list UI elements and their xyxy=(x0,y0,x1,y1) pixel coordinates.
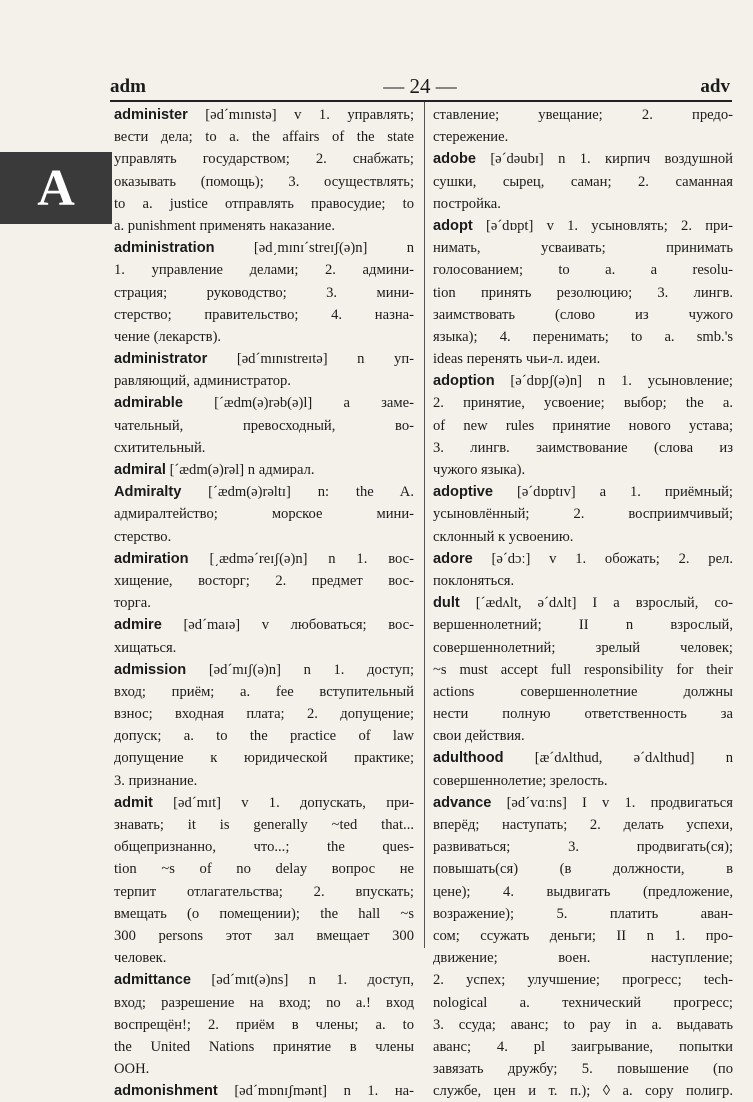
entry-text: нимать, усваивать; принимать xyxy=(433,240,733,257)
entry-text: постройка. xyxy=(433,195,501,212)
entry-line xyxy=(433,858,733,880)
entry-line xyxy=(433,903,733,925)
entry-text: развиваться; 3. продвигать(ся); xyxy=(433,839,733,856)
entry-line xyxy=(114,659,414,681)
entry-line xyxy=(114,1036,414,1058)
entry-line xyxy=(114,614,414,636)
headword: admiral xyxy=(114,462,166,478)
entry-text: человек. xyxy=(114,950,167,967)
entry-text: сом; ссужать деньги; II n 1. про- xyxy=(433,927,733,944)
entry-line xyxy=(433,481,733,503)
entry-text: чужого языка). xyxy=(433,462,526,478)
entry-line xyxy=(114,148,414,170)
entry-text: взнос; входная плата; 2. допущение; xyxy=(114,706,414,723)
entry-text: заимствовать (слово из чужого xyxy=(433,306,733,323)
entry-line xyxy=(433,681,733,703)
entry-text: терпит отлагательства; 2. впускать; xyxy=(114,883,414,900)
entry-line xyxy=(114,925,414,947)
entry-line xyxy=(433,348,733,370)
entry-line xyxy=(114,171,414,193)
entry-line xyxy=(114,1058,414,1080)
entry-line xyxy=(114,437,414,459)
entry-line xyxy=(114,459,414,481)
entry-line xyxy=(433,992,733,1014)
entry-text: чательный, превосходный, во- xyxy=(114,417,414,434)
entry-text: [´ædʌlt, ə´dʌlt] I a взрослый, со- xyxy=(459,595,733,612)
entry-text: of new rules принятие нового устава; xyxy=(433,417,733,434)
headword: admonishment xyxy=(114,1083,218,1100)
entry-text: хищение, восторг; 2. предмет вос- xyxy=(114,572,414,589)
entry-text: вход; разрешение на вход; no a.! вход xyxy=(114,994,414,1011)
entry-line xyxy=(433,526,733,548)
entry-text: торга. xyxy=(114,595,151,612)
entry-line xyxy=(433,126,733,148)
entry-text: вход; приём; a. fee вступительный xyxy=(114,683,414,700)
entry-line xyxy=(114,681,414,703)
entry-text: [͵ædmə´reɪʃ(ə)n] n 1. вос- xyxy=(188,550,414,567)
entry-line xyxy=(433,148,733,170)
running-header xyxy=(110,70,730,102)
entry-line xyxy=(433,503,733,525)
headword: admiration xyxy=(114,550,189,567)
entry-line xyxy=(114,703,414,725)
entry-text: допущение к юридической практике; xyxy=(114,750,414,767)
entry-text: стережение. xyxy=(433,129,509,146)
entry-text: [ə´dɒpt] v 1. усыновлять; 2. при- xyxy=(472,217,733,234)
headword: adore xyxy=(433,550,473,567)
entry-line xyxy=(433,215,733,237)
headword: admire xyxy=(114,617,162,634)
entry-line xyxy=(433,814,733,836)
entry-text: [æ´dʌlthud, ə´dʌlthud] n xyxy=(503,750,733,767)
entry-line xyxy=(433,836,733,858)
entry-line xyxy=(433,770,733,792)
entry-text: [əd´mɪt(ə)ns] n 1. доступ, xyxy=(191,972,414,989)
last-guide-word: adv xyxy=(700,76,730,97)
column-divider xyxy=(424,102,425,948)
entry-text: нести полную ответственность за xyxy=(433,706,733,723)
header-rule xyxy=(110,100,732,102)
entry-line xyxy=(433,592,733,614)
entry-line xyxy=(433,326,733,348)
entry-text: tion принять резолюцию; 3. лингв. xyxy=(433,284,733,301)
entry-text: the United Nations принятие в члены xyxy=(114,1038,414,1055)
entry-text: сушки, сырец, саман; 2. саманная xyxy=(433,173,733,190)
entry-line xyxy=(114,836,414,858)
entry-line xyxy=(433,570,733,592)
first-guide-word: adm xyxy=(110,76,146,97)
entry-text: вершеннолетний; II n взрослый, xyxy=(433,617,733,634)
headword: Admiralty xyxy=(114,484,182,501)
headword: adopt xyxy=(433,217,473,234)
entry-text: схитительный. xyxy=(114,439,206,456)
entry-line xyxy=(433,881,733,903)
entry-text: стерство. xyxy=(114,528,172,545)
entry-text: службе, цен и т. п.); ◊ a. copy полигр. xyxy=(433,1083,733,1100)
entry-line xyxy=(114,415,414,437)
entry-text: аванс; 4. pl заигрывание, попытки xyxy=(433,1038,733,1055)
entry-line xyxy=(433,282,733,304)
entry-line xyxy=(433,548,733,570)
entry-text: хищаться. xyxy=(114,639,177,656)
entry-line xyxy=(114,237,414,259)
entry-text: воспрещён!; 2. приём в члены; a. to xyxy=(114,1016,414,1033)
entry-line xyxy=(433,792,733,814)
entry-text: [´ædm(ə)rəltɪ] n: the A. xyxy=(181,484,414,501)
entry-line xyxy=(433,659,733,681)
entry-line xyxy=(433,370,733,392)
entry-line xyxy=(433,637,733,659)
entry-line xyxy=(114,992,414,1014)
entry-text: поклоняться. xyxy=(433,572,515,589)
entry-text: языка); 4. перенимать; to a. smb.'s xyxy=(433,328,733,345)
entry-text: [əd´mɪʃ(ə)n] n 1. доступ; xyxy=(186,661,414,678)
entry-text: 2. успех; улучшение; прогресс; tech- xyxy=(433,972,733,989)
dictionary-column-left xyxy=(114,104,414,1102)
dictionary-column-right xyxy=(433,104,733,1102)
entry-text: 3. лингв. заимствование (слова из xyxy=(433,439,733,456)
entry-line xyxy=(114,947,414,969)
entry-text: вести дела; to a. the affairs of the state xyxy=(114,129,414,146)
entry-line xyxy=(114,637,414,659)
entry-line xyxy=(114,881,414,903)
entry-text: вмещать (о помещении); the hall ~s xyxy=(114,905,414,922)
entry-text: 3. ссуда; аванс; to pay in a. выдавать xyxy=(433,1016,733,1033)
entry-text: страция; руководство; 3. мини- xyxy=(114,284,414,301)
entry-line xyxy=(114,215,414,237)
entry-text: ideas перенять чьи-л. идеи. xyxy=(433,351,601,368)
entry-line xyxy=(114,792,414,814)
entry-line xyxy=(114,348,414,370)
entry-line xyxy=(433,459,733,481)
entry-text: ставление; увещание; 2. предо- xyxy=(433,107,733,123)
entry-line xyxy=(114,282,414,304)
entry-text: [əd´mɪt] v 1. допускать, при- xyxy=(152,794,414,811)
entry-text: actions совершеннолетние должны xyxy=(433,683,733,700)
headword: adobe xyxy=(433,151,476,168)
entry-line xyxy=(114,503,414,525)
entry-line xyxy=(114,326,414,348)
entry-line xyxy=(433,1058,733,1080)
entry-line xyxy=(433,237,733,259)
entry-text: tion ~s of no delay вопрос не xyxy=(114,861,414,878)
entry-text: 3. признание. xyxy=(114,772,198,789)
entry-line xyxy=(114,770,414,792)
entry-line xyxy=(114,370,414,392)
entry-text: [ə´dɒpʃ(ə)n] n 1. усыновление; xyxy=(494,373,733,390)
entry-text: 1. управление делами; 2. админи- xyxy=(114,262,414,279)
entry-line xyxy=(433,969,733,991)
entry-text: знавать; it is generally ~ted that... xyxy=(114,817,414,833)
headword: administrator xyxy=(114,351,208,368)
entry-text: 300 persons этот зал вмещает 300 xyxy=(114,927,414,944)
entry-line xyxy=(114,1014,414,1036)
entry-line xyxy=(433,193,733,215)
entry-line xyxy=(114,526,414,548)
entry-text: [əd´mɪnɪstə] v 1. управлять; xyxy=(187,107,414,123)
entry-line xyxy=(114,747,414,769)
entry-text: [ə´dəubɪ] n 1. кирпич воздушной xyxy=(475,151,733,168)
entry-text: [əd͵mɪnɪ´streɪʃ(ə)n] n xyxy=(214,240,414,257)
headword: adoption xyxy=(433,373,495,390)
entry-text: 2. принятие, усвоение; выбор; the a. xyxy=(433,395,733,412)
entry-text: совершеннолетие; зрелость. xyxy=(433,772,608,789)
entry-text: повышать(ся) (в должности, в xyxy=(433,861,733,878)
entry-line xyxy=(114,570,414,592)
entry-text: свои действия. xyxy=(433,728,525,745)
entry-line xyxy=(114,969,414,991)
entry-line xyxy=(433,304,733,326)
entry-line xyxy=(114,392,414,414)
entry-text: допуск; a. to the practice of law xyxy=(114,728,414,745)
entry-text: [əd´mɪnɪstreɪtə] n уп- xyxy=(207,351,414,368)
entry-line xyxy=(114,592,414,614)
entry-line xyxy=(433,415,733,437)
entry-line xyxy=(114,814,414,836)
entry-text: склонный к усвоению. xyxy=(433,528,574,545)
entry-text: [ə´dɒptɪv] a 1. приёмный; xyxy=(493,484,733,501)
entry-line xyxy=(433,171,733,193)
entry-text: цене); 4. выдвигать (предложение, xyxy=(433,883,733,900)
entry-text: nological a. технический прогресс; xyxy=(433,994,733,1011)
entry-line xyxy=(433,703,733,725)
entry-line xyxy=(433,1036,733,1058)
entry-line xyxy=(433,725,733,747)
entry-text: адмиралтейство; морское мини- xyxy=(114,506,414,523)
entry-text: [əd´maɪə] v любоваться; вос- xyxy=(161,617,414,634)
entry-line xyxy=(114,903,414,925)
entry-line xyxy=(114,259,414,281)
entry-text: совершеннолетний; зрелый человек; xyxy=(433,639,733,656)
entry-text: движение; воен. наступление; xyxy=(433,950,733,967)
entry-text: общепризнанно, что...; the ques- xyxy=(114,839,414,856)
entry-text: равляющий, администратор. xyxy=(114,373,291,390)
entry-text: усыновлённый; 2. восприимчивый; xyxy=(433,506,733,523)
letter-thumb-tab xyxy=(0,152,112,224)
entry-text: голосованием; to a. a resolu- xyxy=(433,262,733,279)
entry-text: [əd´vɑːns] I v 1. продвигаться xyxy=(491,794,733,811)
headword: admission xyxy=(114,661,187,678)
entry-text: чение (лекарств). xyxy=(114,328,222,345)
entry-line xyxy=(433,1080,733,1102)
entry-line xyxy=(433,925,733,947)
entry-line xyxy=(114,548,414,570)
entry-text: ООН. xyxy=(114,1061,150,1078)
page-number: — 24 — xyxy=(383,74,457,98)
entry-line xyxy=(433,437,733,459)
entry-line xyxy=(114,858,414,880)
entry-line xyxy=(433,259,733,281)
entry-text: a. punishment применять наказание. xyxy=(114,217,335,234)
entry-text: [ə´dɔː] v 1. обожать; 2. рел. xyxy=(472,550,733,567)
headword: admirable xyxy=(114,395,183,412)
entry-text: [´ædm(ə)rəb(ə)l] a заме- xyxy=(182,395,414,412)
headword: administer xyxy=(114,107,188,123)
entry-line xyxy=(433,392,733,414)
entry-text: управлять государством; 2. снабжать; xyxy=(114,151,414,168)
entry-text: ~s must accept full responsibility for their xyxy=(433,661,733,678)
entry-line xyxy=(433,614,733,636)
entry-line xyxy=(114,126,414,148)
entry-line xyxy=(433,1014,733,1036)
entry-text: [´ædm(ə)rəl] n адмирал. xyxy=(165,462,315,478)
headword: admittance xyxy=(114,972,192,989)
entry-text: завязать дружбу; 5. повышение (по xyxy=(433,1061,733,1078)
headword: advance xyxy=(433,794,492,811)
entry-line xyxy=(114,104,414,126)
entry-line xyxy=(114,725,414,747)
headword: admit xyxy=(114,794,153,811)
entry-text: возражение); 5. платить аван- xyxy=(433,905,733,922)
entry-text: to a. justice отправлять правосудие; to xyxy=(114,195,414,212)
entry-line xyxy=(114,481,414,503)
letter-tab-label: A xyxy=(37,159,75,217)
entry-line xyxy=(114,193,414,215)
headword: administration xyxy=(114,240,215,257)
entry-line xyxy=(433,104,733,126)
entry-line xyxy=(433,747,733,769)
entry-text: оказывать (помощь); 3. осуществлять; xyxy=(114,173,414,190)
headword: adulthood xyxy=(433,750,504,767)
entry-text: стерство; правительство; 4. назна- xyxy=(114,306,414,323)
entry-line xyxy=(114,1080,414,1102)
entry-text: [əd´mɒnɪʃmənt] n 1. на- xyxy=(217,1083,414,1100)
entry-text: вперёд; наступать; 2. делать успехи, xyxy=(433,817,733,833)
headword: dult xyxy=(433,595,460,612)
entry-line xyxy=(114,304,414,326)
entry-line xyxy=(433,947,733,969)
headword: adoptive xyxy=(433,484,494,501)
